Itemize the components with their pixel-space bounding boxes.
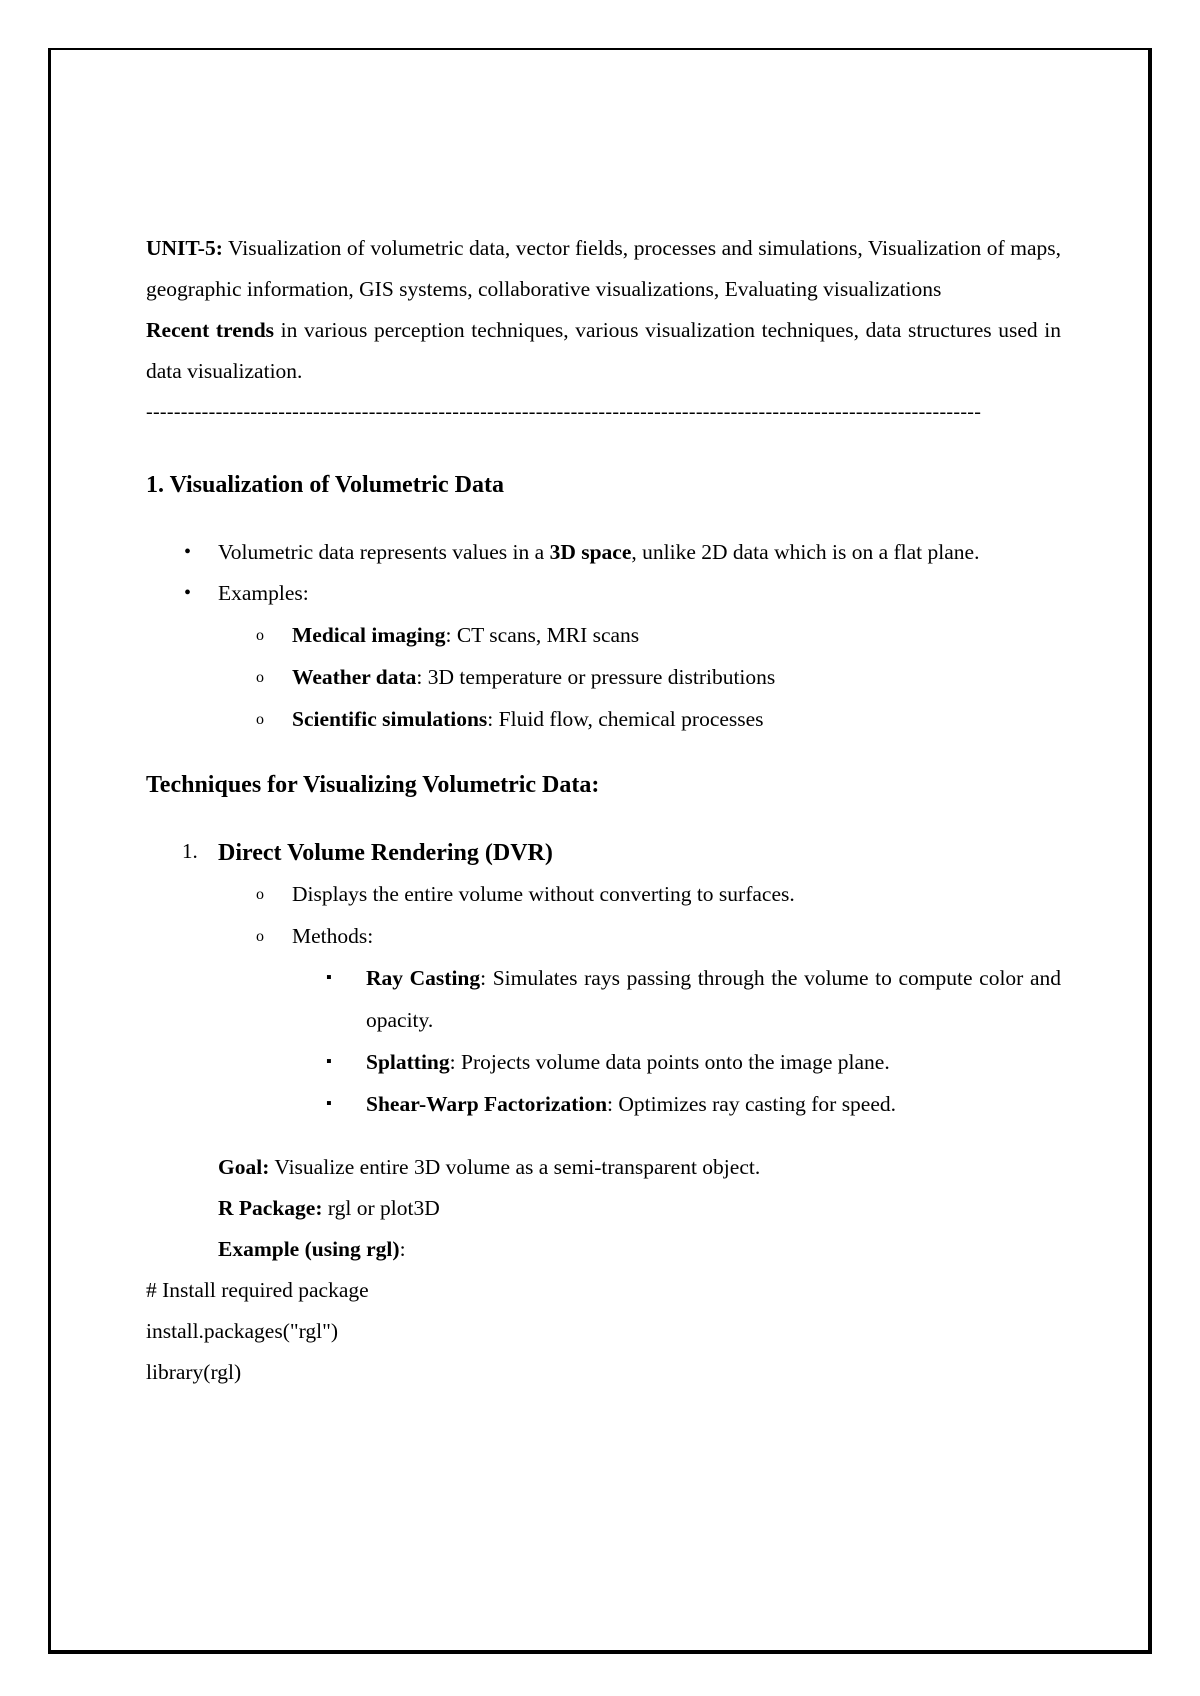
package-text: rgl or plot3D (322, 1196, 440, 1220)
goal-line (218, 1147, 1061, 1188)
goal-text: Visualize entire 3D volume as a semi-transparent object. (269, 1155, 761, 1179)
example-desc: : Fluid flow, chemical processes (487, 707, 764, 731)
example-suffix: : (399, 1237, 406, 1261)
list-item (218, 915, 1061, 957)
example-term: Weather data (292, 665, 417, 689)
method-term: Splatting (366, 1050, 450, 1074)
document-body (146, 228, 1061, 1393)
bullet-text: Volumetric data represents values in a (218, 540, 550, 564)
example-term: Scientific simulations (292, 707, 488, 731)
package-line (218, 1188, 1061, 1229)
syllabus-unit (146, 228, 1061, 310)
list-item (218, 873, 1061, 915)
list-item (146, 573, 1061, 740)
techniques-list (146, 833, 1061, 1125)
list-item (146, 1041, 1061, 1083)
section-heading-volumetric: 1. Visualization of Volumetric Data (146, 472, 504, 498)
package-label: R Package: (218, 1196, 323, 1220)
unit-text: Visualization of volumetric data, vector fields, processes and simulations, Visualization of maps, geographic information, GIS systems, collaborative visualizations, Evaluating visualizations (146, 236, 1061, 301)
syllabus-trends (146, 310, 1061, 392)
section-heading-techniques: Techniques for Visualizing Volumetric Data: (146, 772, 600, 798)
volumetric-bullets (146, 532, 1061, 740)
trends-text: in various perception techniques, various visualization techniques, data structures used in data visualization. (146, 318, 1061, 383)
goal-block (146, 1147, 1061, 1270)
dvr-title: Direct Volume Rendering (DVR) (218, 840, 553, 866)
list-item (146, 957, 1061, 1041)
dvr-desc: Displays the entire volume without converting to surfaces. (292, 882, 795, 906)
unit-label: UNIT-5: (146, 236, 223, 260)
example-desc: : 3D temperature or pressure distributions (416, 665, 776, 689)
method-term: Ray Casting (366, 966, 481, 990)
list-item (146, 656, 1061, 698)
list-item (146, 833, 1061, 1125)
examples-list (146, 614, 1061, 740)
example-term: Medical imaging (292, 623, 446, 647)
method-desc: : Projects volume data points onto the image plane. (449, 1050, 890, 1074)
list-item (146, 698, 1061, 740)
method-desc: : Simulates rays passing through the volume to compute color and opacity. (366, 966, 1061, 1032)
separator-line: ------------------------------------------------------------------------------------------------------------------------ (146, 401, 982, 423)
list-number: 1. (182, 839, 198, 863)
methods-label: Methods: (292, 924, 374, 948)
bullet-text: , unlike 2D data which is on a flat plane. (631, 540, 980, 564)
goal-label: Goal: (218, 1155, 270, 1179)
bullet-text: Examples: (218, 581, 309, 605)
methods-list (146, 957, 1061, 1125)
code-block (146, 1270, 1061, 1393)
dvr-details (218, 873, 1061, 957)
code-line: install.packages("rgl") (146, 1319, 339, 1343)
list-item (146, 1083, 1061, 1125)
method-desc: : Optimizes ray casting for speed. (607, 1092, 897, 1116)
example-desc: : CT scans, MRI scans (445, 623, 640, 647)
example-line (218, 1229, 1061, 1270)
list-item (146, 614, 1061, 656)
trends-label: Recent trends (146, 318, 275, 342)
example-label: Example (using rgl) (218, 1237, 400, 1261)
method-term: Shear-Warp Factorization (366, 1092, 608, 1116)
code-line: library(rgl) (146, 1360, 242, 1384)
list-item (146, 532, 1061, 573)
code-line: # Install required package (146, 1278, 369, 1302)
bullet-bold: 3D space (549, 540, 632, 564)
